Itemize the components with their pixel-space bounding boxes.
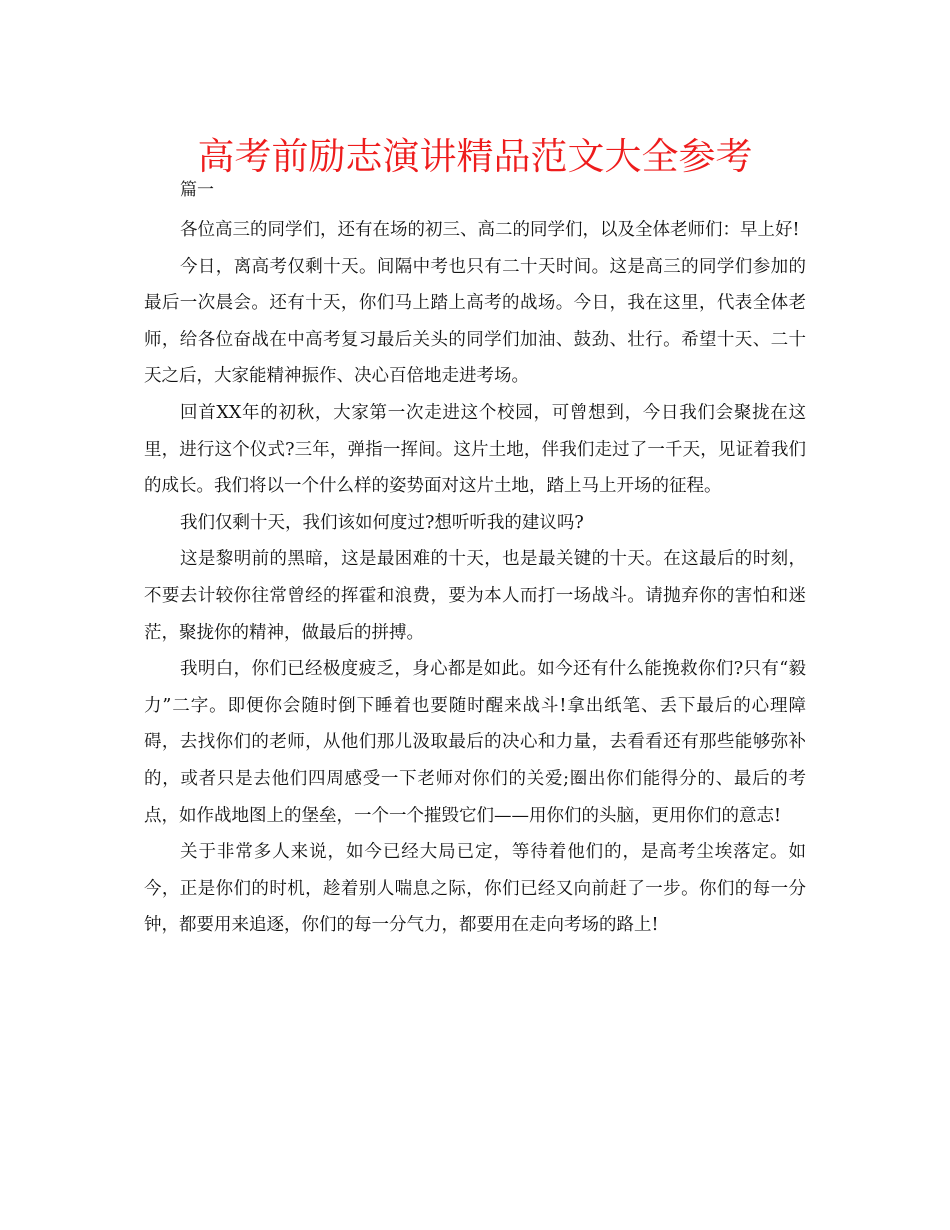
document-body [144,212,806,944]
paragraph-opportunity: 关于非常多人来说，如今已经大局已定，等待着他们的，是高考尘埃落定。如今，正是你们的时机，趁着别人喘息之际，你们已经又向前赶了一步。你们的每一分钟，都要用来追逐，你们的每一分气力，都要用在走向考场的路上! [144,842,806,936]
paragraph-greeting: 各位高三的同学们，还有在场的初三、高二的同学们，以及全体老师们：早上好! [180,220,800,240]
paragraph-question: 我们仅剩十天，我们该如何度过?想听听我的建议吗? [180,512,584,533]
paragraph-recollection: 回首XX年的初秋，大家第一次走进这个校园，可曾想到，今日我们会聚拢在这里，进行这个仪式?三年，弹指一挥间。这片土地，伴我们走过了一千天，见证着我们的成长。我们将以一个什么样的姿势面对这片土地，踏上马上开场的征程。 [144,402,806,497]
paragraph-darkness: 这是黎明前的黑暗，这是最困难的十天，也是最关键的十天。在这最后的时刻，不要去计较你往常曾经的挥霍和浪费，要为本人而打一场战斗。请抛弃你的害怕和迷茫，聚拢你的精神，做最后的拼搏。 [144,549,806,643]
paragraph-perseverance: 我明白，你们已经极度疲乏，身心都是如此。如今还有什么能挽救你们?只有“毅力”二字。即便你会随时倒下睡着也要随时醒来战斗!拿出纸笔、丢下最后的心理障碍，去找你们的老师，从他们那儿汲取最后的决心和力量，去看看还有那些能够弥补的，或者只是去他们四周感受一下老师对你们的关爱;圈出你们能得分的、最后的考点，如作战地图上的堡垒，一个一个摧毁它们——用你们的头脑，更用你们的意志! [144,659,806,826]
section-label: 篇一 [180,180,214,200]
document-title: 高考前励志演讲精品范文大全参考 [197,135,753,178]
paragraph-countdown: 今日，离高考仅剩十天。间隔中考也只有二十天时间。这是高三的同学们参加的最后一次晨会。还有十天，你们马上踏上高考的战场。今日，我在这里，代表全体老师，给各位奋战在中高考复习最后关头的同学们加油、鼓劲、壮行。希望十天、二十天之后，大家能精神振作、决心百倍地走进考场。 [144,256,806,387]
